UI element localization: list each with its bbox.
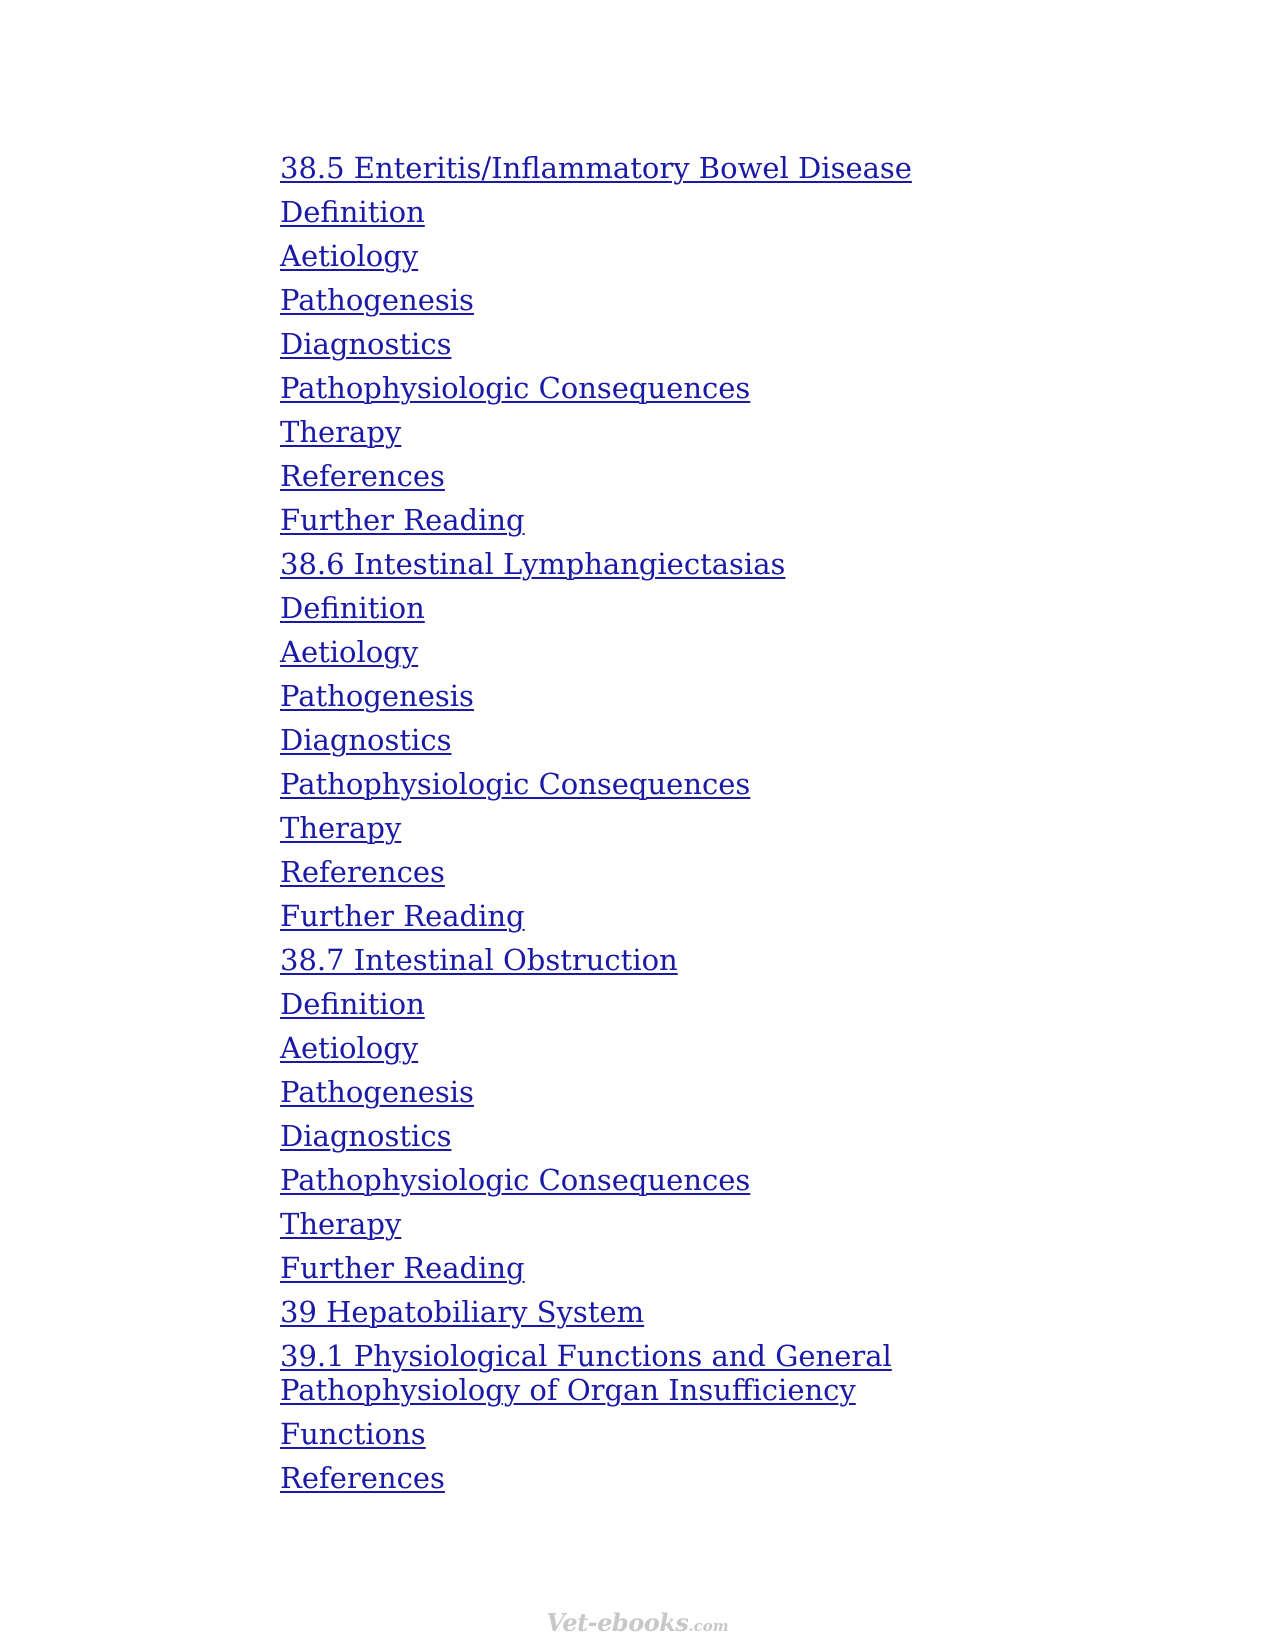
toc-entry [280, 586, 1100, 630]
toc-link-definition[interactable]: Definition [280, 987, 425, 1021]
toc-link-diagnostics[interactable]: Diagnostics [280, 327, 452, 361]
toc-entry [280, 1202, 1100, 1246]
logo-main-text: Vet-ebooks [546, 1608, 689, 1637]
toc-entry-38-6 [280, 542, 1100, 586]
toc-link-39-hepatobiliary-system[interactable]: 39 Hepatobiliary System [280, 1295, 645, 1329]
toc-link-further-reading[interactable]: Further Reading [280, 1251, 525, 1285]
toc-entry [280, 410, 1100, 454]
toc-entry [280, 1246, 1100, 1290]
toc-entry [280, 894, 1100, 938]
toc-link-pathogenesis[interactable]: Pathogenesis [280, 679, 474, 713]
toc-entry [280, 322, 1100, 366]
toc-entry [280, 1114, 1100, 1158]
toc-link-39-1-physiological-functions[interactable]: 39.1 Physiological Functions and General Pathophysiology of Organ Insufficiency [280, 1339, 892, 1407]
toc-entry [280, 454, 1100, 498]
toc-entry [280, 1456, 1100, 1500]
toc-link-pathogenesis[interactable]: Pathogenesis [280, 283, 474, 317]
toc-entry [280, 630, 1100, 674]
toc-entry [280, 1412, 1100, 1456]
toc-entry-38-7 [280, 938, 1100, 982]
toc-link-references[interactable]: References [280, 855, 445, 889]
toc-link-further-reading[interactable]: Further Reading [280, 503, 525, 537]
toc-link-38-6-intestinal-lymphangiectasias[interactable]: 38.6 Intestinal Lymphangiectasias [280, 547, 786, 581]
toc-entry-39-1 [280, 1334, 1100, 1412]
toc-entry [280, 278, 1100, 322]
toc-link-38-7-intestinal-obstruction[interactable]: 38.7 Intestinal Obstruction [280, 943, 678, 977]
toc-link-functions[interactable]: Functions [280, 1417, 426, 1451]
toc-entry [280, 1158, 1100, 1202]
toc-link-therapy[interactable]: Therapy [280, 415, 402, 449]
toc-link-therapy[interactable]: Therapy [280, 1207, 402, 1241]
toc-link-pathophysiologic-consequences[interactable]: Pathophysiologic Consequences [280, 371, 751, 405]
toc-link-pathophysiologic-consequences[interactable]: Pathophysiologic Consequences [280, 767, 751, 801]
toc-entry [280, 762, 1100, 806]
toc-link-references[interactable]: References [280, 459, 445, 493]
toc-entry [280, 1026, 1100, 1070]
vet-ebooks-watermark-logo [0, 1608, 1275, 1637]
toc-link-pathophysiologic-consequences[interactable]: Pathophysiologic Consequences [280, 1163, 751, 1197]
toc-link-aetiology[interactable]: Aetiology [280, 239, 419, 273]
toc-entry-39 [280, 1290, 1100, 1334]
toc-link-diagnostics[interactable]: Diagnostics [280, 723, 452, 757]
toc-link-further-reading[interactable]: Further Reading [280, 899, 525, 933]
table-of-contents [280, 146, 1100, 1500]
toc-entry [280, 674, 1100, 718]
toc-entry [280, 982, 1100, 1026]
toc-link-therapy[interactable]: Therapy [280, 811, 402, 845]
toc-entry [280, 366, 1100, 410]
toc-link-diagnostics[interactable]: Diagnostics [280, 1119, 452, 1153]
toc-entry [280, 718, 1100, 762]
toc-link-38-5-enteritis[interactable]: 38.5 Enteritis/Inflammatory Bowel Disease [280, 151, 912, 185]
toc-entry [280, 190, 1100, 234]
toc-entry [280, 1070, 1100, 1114]
toc-link-aetiology[interactable]: Aetiology [280, 1031, 419, 1065]
logo-suffix-text: .com [688, 1617, 729, 1635]
toc-entry [280, 234, 1100, 278]
toc-link-aetiology[interactable]: Aetiology [280, 635, 419, 669]
toc-entry-38-5 [280, 146, 1100, 190]
toc-link-definition[interactable]: Definition [280, 591, 425, 625]
toc-entry [280, 806, 1100, 850]
toc-entry [280, 850, 1100, 894]
toc-link-pathogenesis[interactable]: Pathogenesis [280, 1075, 474, 1109]
toc-link-references[interactable]: References [280, 1461, 445, 1495]
toc-link-definition[interactable]: Definition [280, 195, 425, 229]
toc-entry [280, 498, 1100, 542]
